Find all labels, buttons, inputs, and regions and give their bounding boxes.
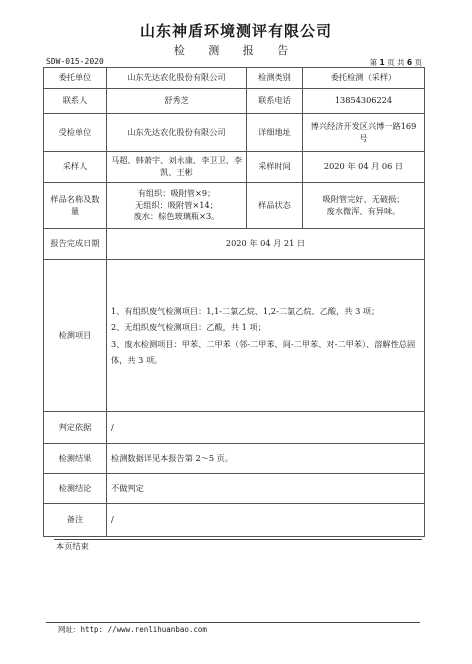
inspected-unit-label: 受检单位 [44, 114, 107, 152]
sample-name-value [107, 183, 247, 229]
completion-date-value: 2020 年 04 月 21 日 [107, 229, 425, 260]
footer-divider [46, 622, 420, 623]
page-end-note: 本页结束 [56, 541, 89, 551]
test-item-line: 2、无组织废气检测项目：乙酸，共 1 项； [111, 322, 266, 333]
basis-label: 判定依据 [44, 412, 107, 444]
phone-label: 联系电话 [247, 89, 303, 114]
sampler-label: 采样人 [44, 152, 107, 183]
result-label: 检测结果 [44, 444, 107, 474]
page-indicator: 第 1 页 共 6 页 [369, 58, 422, 67]
inspected-unit-value: 山东先达农化股份有限公司 [107, 114, 247, 152]
address-value: 博兴经济开发区兴博一路169号 [303, 114, 425, 152]
sample-line: 废水：棕色玻璃瓶×3。 [133, 211, 220, 222]
total-pages: 6 [406, 58, 413, 67]
result-value: 检测数据详见本报告第 2～5 页。 [107, 444, 425, 474]
client-label: 委托单位 [44, 68, 107, 89]
address-label: 详细地址 [247, 114, 303, 152]
company-name: 山东神盾环境测评有限公司 [139, 22, 332, 40]
conclusion-label: 检测结论 [44, 474, 107, 504]
client-value: 山东先达农化股份有限公司 [107, 68, 247, 89]
document-title: 检 测 报 告 [173, 44, 299, 57]
test-items-value [107, 260, 425, 412]
conclusion-value: 不做判定 [107, 474, 425, 504]
contact-value: 舒秀芝 [107, 89, 247, 114]
remarks-value: / [107, 504, 425, 537]
test-type-value: 委托检测（采样） [303, 68, 425, 89]
sample-state-line: 吸附管完好、无破损； [322, 193, 405, 204]
remarks-label: 备注 [44, 504, 107, 537]
current-page: 1 [379, 58, 385, 67]
sampler-value: 马超、韩萧宇、刘永康、李卫卫、李凯、王彬 [107, 152, 247, 183]
test-items-label: 检测项目 [44, 260, 107, 412]
footer-website: 网址：http: //www.renlihuanbao.com [58, 625, 207, 634]
test-type-label: 检测类别 [247, 68, 303, 89]
report-table [43, 67, 425, 537]
basis-value: / [107, 412, 425, 444]
test-item-line: 3、废水检测项目：甲苯、二甲苯（邻-二甲苯、间-二甲苯、对-二甲苯）、溶解性总固体，共 3 项。 [111, 338, 416, 365]
phone-value: 13854306224 [303, 89, 425, 114]
test-item-line: 1、有组织废气检测项目：1,1-二氯乙烷、1,2-二氯乙烷、乙酸，共 3 项； [111, 305, 380, 316]
sample-state-line: 废水微浑、有异味。 [326, 205, 401, 216]
completion-date-label: 报告完成日期 [44, 229, 107, 260]
contact-label: 联系人 [44, 89, 107, 114]
sample-name-label: 样品名称及数量 [44, 183, 107, 229]
sample-line: 无组织：吸附管×14； [135, 199, 218, 210]
sample-time-label: 采样时间 [247, 152, 303, 183]
sample-state-label: 样品状态 [247, 183, 303, 229]
sample-line: 有组织：吸附管×9； [137, 187, 216, 198]
document-number: SDW-015-2020 [46, 57, 104, 66]
end-divider [54, 539, 422, 540]
sample-time-value: 2020 年 04 月 06 日 [303, 152, 425, 183]
sample-state-value [303, 183, 425, 229]
